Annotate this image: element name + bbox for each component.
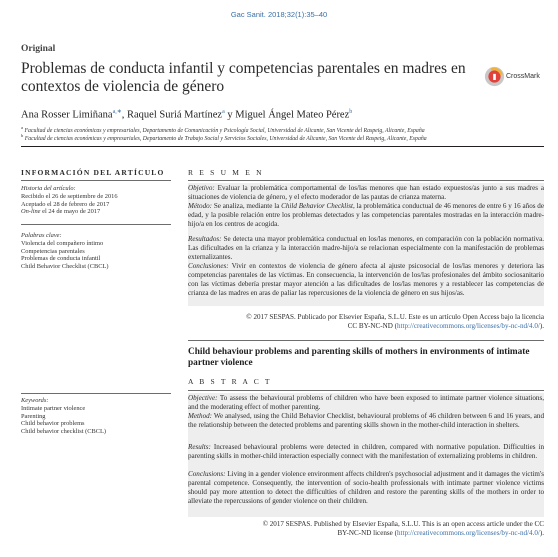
metodo-text: Se analiza, mediante la — [213, 202, 280, 210]
results-label: Results: — [188, 443, 211, 451]
metodo-label: Método: — [188, 202, 213, 210]
resumen-conclusiones — [188, 262, 544, 298]
keyword[interactable]: Child Behavior Checklist (CBCL) — [21, 263, 109, 271]
license-text: ). — [539, 529, 544, 537]
author-affiliation-mark[interactable]: a,∗ — [112, 109, 122, 115]
abstract-heading: A B S T R A C T — [188, 377, 272, 386]
accepted-date: Aceptado el 28 de febrero de 2017 — [21, 200, 110, 208]
journal-year-volume: 2018;32(1):35–40 — [267, 10, 328, 19]
keyword[interactable]: Child behavior problems — [21, 420, 85, 428]
english-title: Child behaviour problems and parenting skills of mothers in environments of intimate partner violence — [188, 347, 530, 368]
affiliation — [21, 133, 427, 142]
author-conjunction: y — [227, 109, 233, 121]
journal-name: Gac Sanit. — [230, 10, 266, 19]
affiliation-mark: b — [21, 133, 24, 138]
online-date — [21, 208, 118, 216]
received-date: Recibido el 26 de septiembre de 2016 — [21, 192, 118, 200]
online-date-value: el 24 de mayo de 2017 — [42, 208, 101, 216]
method-text: We analysed, using the Child Behavior Checklist, behavioural problems of 46 children between 6 and 16 years, and the relationship between the detected problems and parenting skills shown in the mother-child interaction in shelters. — [188, 412, 544, 429]
author-affiliation-mark[interactable]: b — [349, 109, 353, 115]
copyright-line — [188, 529, 544, 538]
resultados-text: Se detecta una mayor problemática conductual en los/las menores, en comparación con la población normativa. Las dificultades en la crianza y la interacción madre-hijo/a se relacionan especialmente con la manifestación de problemas externalizantes. — [188, 235, 544, 261]
copyright-line: © 2017 SESPAS. Published by Elsevier España, S.L.U. This is an open access article under the CC — [262, 520, 544, 528]
affiliation-text: Facultad de ciencias económicas y empresariales, Departamento de Trabajo Social y Servicios Sociales, Universidad de Alicante, San Vicente del Raspeig, Alicante, España — [24, 135, 427, 142]
objetivo-label: Objetivo: — [188, 184, 215, 192]
article-history — [21, 185, 118, 216]
article-title: Problemas de conducta infantil y competencias parentales en madres en contextos de violencia de género — [21, 60, 466, 95]
abstract-method — [188, 412, 544, 430]
sidebar-divider — [21, 393, 171, 394]
article-info-heading: INFORMACIÓN DEL ARTÍCULO — [21, 168, 165, 177]
affiliation-mark: a — [21, 125, 23, 130]
resumen-resultados — [188, 235, 544, 262]
metodo-instrument: Child Behavior Checklist — [281, 202, 353, 210]
author-name[interactable]: Raquel Suriá Martínez — [127, 109, 223, 121]
journal-reference — [0, 10, 558, 19]
copyright-line: © 2017 SESPAS. Publicado por Elsevier España, S.L.U. Este es un artículo Open Access bajo la licencia — [246, 313, 544, 321]
copyright-line — [188, 322, 544, 331]
license-link[interactable]: http://creativecommons.org/licenses/by-nc-nd/4.0/ — [396, 529, 540, 537]
keywords-en — [21, 397, 106, 436]
conclusions-label: Conclusions: — [188, 470, 226, 478]
license-link[interactable]: http://creativecommons.org/licenses/by-nc-nd/4.0/ — [396, 322, 540, 330]
section-divider — [188, 340, 544, 341]
crossmark-label: CrossMark — [506, 73, 540, 80]
abstract-objective — [188, 394, 544, 412]
objective-label: Objective: — [188, 394, 218, 402]
keyword[interactable]: Intimate partner violence — [21, 404, 86, 412]
keyword[interactable]: Parenting — [21, 412, 46, 420]
resumen-copyright — [188, 313, 544, 331]
abstract-divider — [188, 390, 544, 391]
license-text: ). — [539, 322, 544, 330]
affiliation-text: Facultad de ciencias económicas y empresariales, Departamento de Comunicación y Psicología Social, Universidad de Alicante, San Vicente del Raspeig, Alicante, España — [24, 127, 425, 134]
keywords-en-label: Keywords: — [21, 397, 49, 404]
license-text: CC BY-NC-ND ( — [347, 322, 397, 330]
abstract-copyright — [188, 520, 544, 538]
resultados-label: Resultados: — [188, 235, 222, 243]
resumen-divider — [188, 180, 544, 181]
article-type: Original — [21, 44, 56, 54]
author-list — [21, 108, 352, 121]
crossmark-badge[interactable] — [484, 66, 546, 92]
online-label: On-line — [21, 208, 41, 216]
crossmark-icon — [484, 66, 505, 87]
author-name[interactable]: Miguel Ángel Mateo Pérez — [235, 109, 350, 121]
sidebar-divider — [21, 180, 171, 181]
resumen-heading: R E S U M E N — [188, 168, 264, 177]
metodo-text-cont: , la problemática conductual de 46 menores de entre 6 y 16 años de edad, y la posible relación entre los problemas detectados y las competencias parentales mostradas en la interacción madre-hijo/a en los centros de acogida. — [188, 202, 544, 228]
keyword[interactable]: Problemas de conducta infantil — [21, 255, 101, 263]
resumen-objetivo — [188, 184, 544, 202]
conclusions-text: Living in a gender violence environment affects children's psychosocial adjustment and it damages the victim's parental competence. Consequently, the intervention of socio-health professionals with intimate partner violence victims should pay more attention to detect the difficulties of children and restore the parenting skills of the mothers in order to alleviate the repercussions of gender violence on their children. — [188, 470, 544, 505]
keyword[interactable]: Competencias parentales — [21, 247, 85, 255]
keyword[interactable]: Child behavior checklist (CBCL) — [21, 428, 107, 436]
author-separator: , — [121, 109, 125, 121]
conclusiones-text: Vivir en contextos de violencia de género afecta al ajuste psicosocial de los/las menores y deteriora las competencias parentales de las víctimas. En consecuencia, la intervención de los/las profesionales del ámbito sociosanitario con las víctimas debería prestar mayor atención a las dificultades de los/las menores y a restablecer las competencias de crianza de las madres en aras de paliar las repercusiones de la violencia de género en sus hijos/as. — [188, 262, 544, 297]
abstract-results — [188, 443, 544, 461]
history-label: Historia del artículo: — [21, 185, 76, 192]
method-label: Method: — [188, 412, 213, 420]
author-affiliation-mark[interactable]: a — [222, 109, 225, 115]
resumen-metodo — [188, 202, 544, 229]
abstract-conclusions — [188, 470, 544, 506]
header-divider — [21, 146, 544, 147]
results-text: Increased behavioural problems were detected in children, compared with normative population. Difficulties in parenting skills in mother-child interaction especially connect with the manifestation of externalizing problems in children. — [188, 443, 544, 460]
keyword[interactable]: Violencia del compañero íntimo — [21, 239, 104, 247]
keywords-es-label: Palabras clave: — [21, 232, 62, 239]
author-name[interactable]: Ana Rosser Limiñana — [21, 109, 113, 121]
conclusiones-label: Conclusiones: — [188, 262, 229, 270]
license-text: BY-NC-ND license ( — [337, 529, 397, 537]
objetivo-text: Evaluar la problemática comportamental de los/las menores que han estado expuestos/as junto a sus madres a situaciones de violencia de género, y el efecto moderador de las pautas de crianza materna. — [188, 184, 544, 201]
sidebar-divider — [21, 224, 171, 225]
keywords-es — [21, 232, 109, 271]
objective-text: To assess the behavioural problems of children who have been exposed to intimate partner violence situations, and the moderating effect of mother parenting. — [188, 394, 544, 411]
